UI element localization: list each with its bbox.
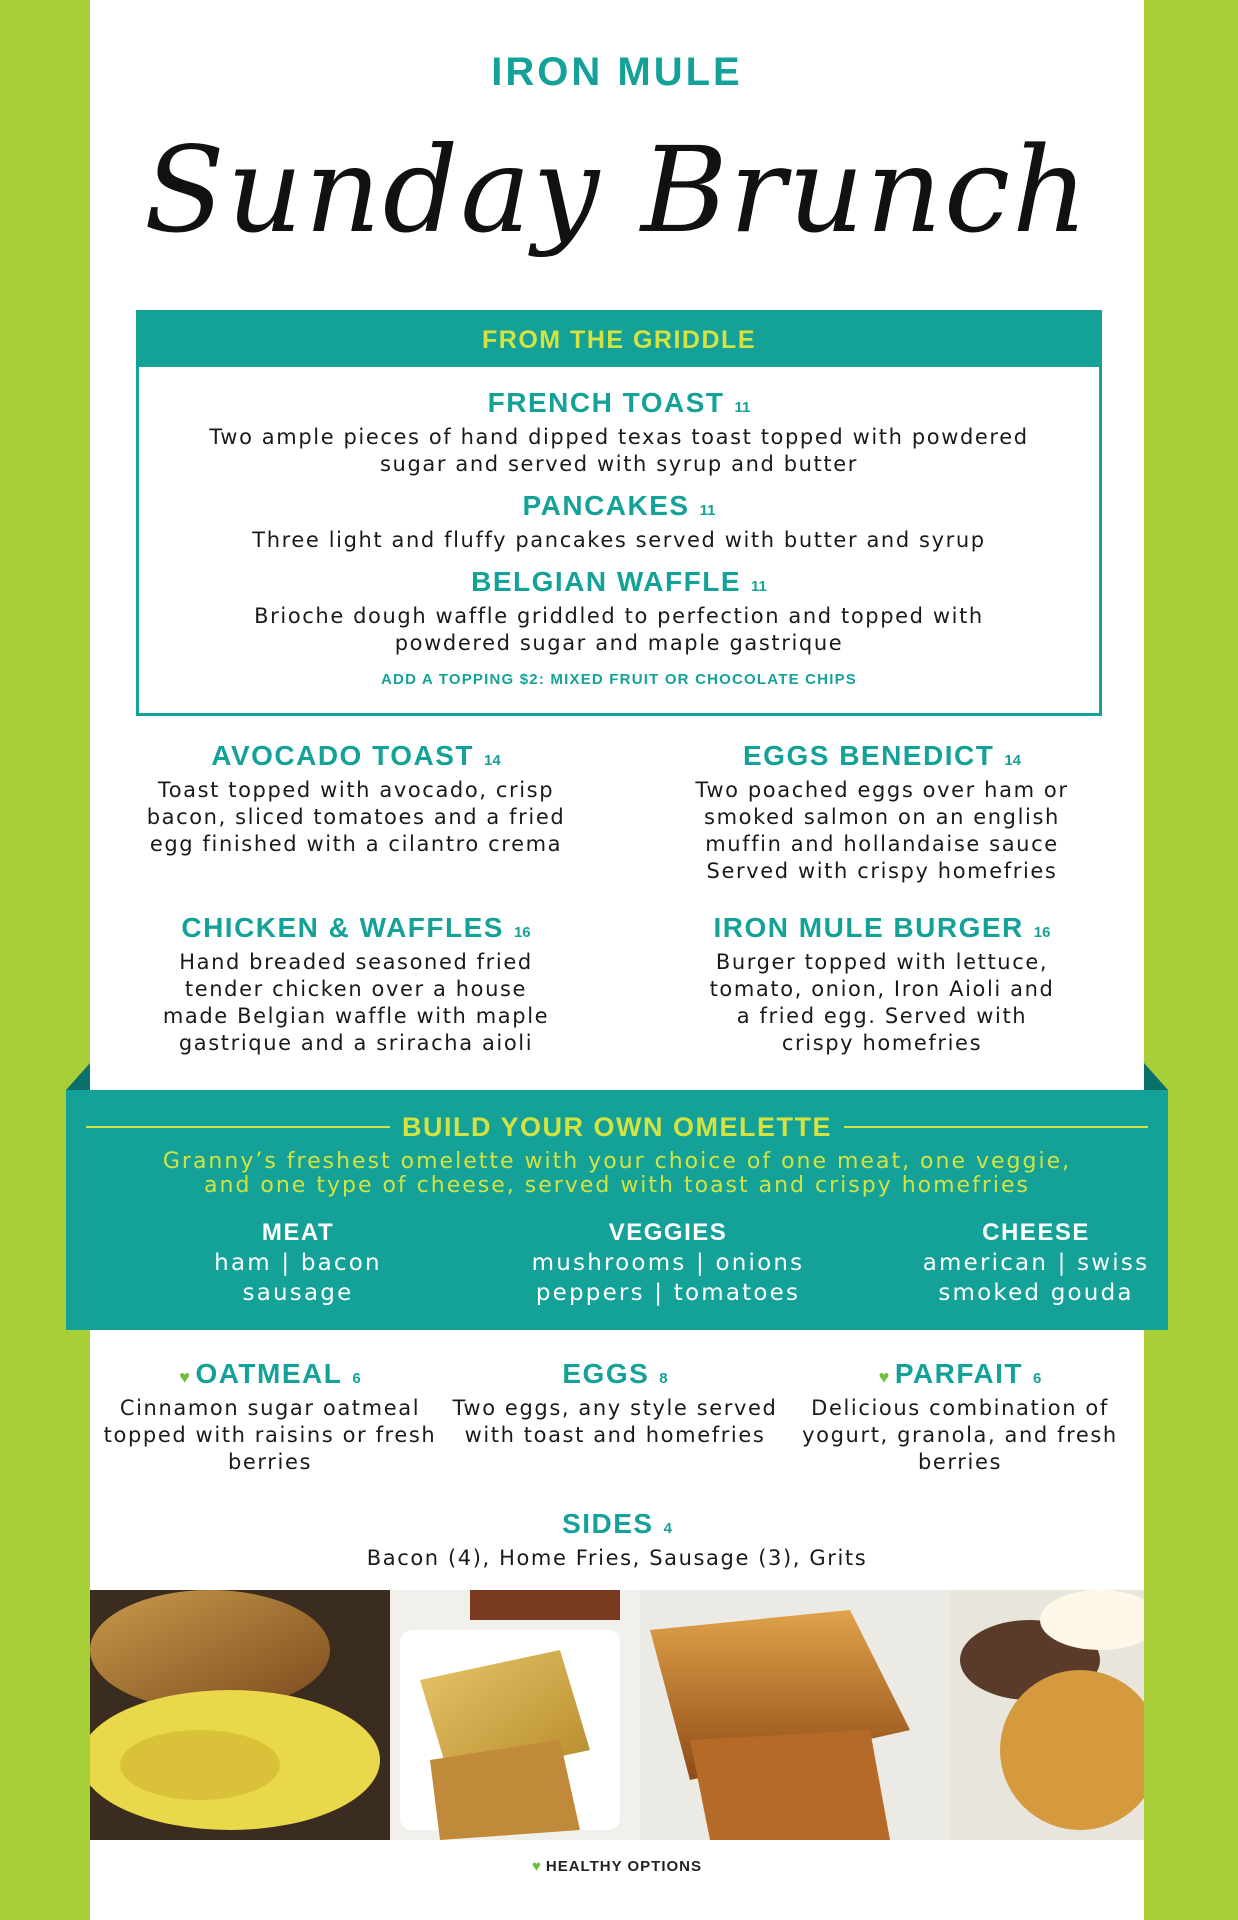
omelette-subtitle <box>66 1150 1168 1198</box>
omelette-meat <box>128 1218 468 1308</box>
item-price: 14 <box>1004 752 1021 769</box>
item-description: Two poached eggs over ham or smoked salmon on an english muffin and hollandaise sauce Served with crispy homefries <box>695 778 1069 883</box>
menu-item-french-toast <box>139 387 1099 478</box>
band-fold-left <box>66 1063 90 1090</box>
item-name: AVOCADO TOAST <box>211 740 474 771</box>
topping-options: MIXED FRUIT OR CHOCOLATE CHIPS <box>550 671 857 688</box>
omelette-section <box>66 1090 1168 1330</box>
column-line: american | swiss <box>922 1250 1150 1276</box>
item-price: 11 <box>699 502 716 519</box>
item-description: Two eggs, any style served with toast and homefries <box>452 1396 778 1447</box>
topping-note <box>139 671 1099 688</box>
item-description: Two ample pieces of hand dipped texas toast topped with powdered sugar and served with syrup and butter <box>209 425 1029 476</box>
menu-item-belgian-waffle <box>139 566 1099 657</box>
item-name: PARFAIT <box>894 1358 1024 1389</box>
menu-item-eggs <box>445 1358 785 1449</box>
item-description: Brioche dough waffle griddled to perfection and topped with powdered sugar and maple gastrique <box>254 604 984 655</box>
legend-label: HEALTHY OPTIONS <box>545 1858 703 1875</box>
omelette-cheese <box>866 1218 1206 1308</box>
item-description: Burger topped with lettuce, tomato, onion, Iron Aioli and a fried egg. Served with crispy homefries <box>709 950 1055 1055</box>
column-line: smoked gouda <box>938 1280 1134 1306</box>
menu-item-avocado-toast <box>136 740 576 858</box>
menu-item-sides <box>90 1508 1144 1572</box>
omelette-heading: BUILD YOUR OWN OMELETTE <box>402 1111 832 1142</box>
column-line: ham | bacon <box>214 1250 382 1276</box>
griddle-heading: FROM THE GRIDDLE <box>139 313 1099 367</box>
item-name: FRENCH TOAST <box>487 387 725 418</box>
item-price: 16 <box>1033 924 1051 941</box>
item-price: 6 <box>1033 1370 1042 1387</box>
item-name: CHICKEN & WAFFLES <box>181 912 504 943</box>
food-photo <box>90 1590 1144 1840</box>
item-price: 16 <box>513 924 531 941</box>
item-name: BELGIAN WAFFLE <box>471 566 741 597</box>
item-name: EGGS <box>562 1358 650 1389</box>
omelette-subtitle-line: and one type of cheese, served with toast and crispy homefries <box>204 1173 1030 1198</box>
menu-item-chicken-waffles <box>136 912 576 1057</box>
item-description: Bacon (4), Home Fries, Sausage (3), Grits <box>366 1546 868 1570</box>
griddle-section <box>136 310 1102 716</box>
healthy-options-legend <box>90 1858 1144 1875</box>
item-name: SIDES <box>562 1508 654 1539</box>
item-description: Cinnamon sugar oatmeal topped with raisins or fresh berries <box>103 1396 437 1474</box>
item-price: 6 <box>352 1370 361 1387</box>
column-title: CHEESE <box>982 1219 1090 1246</box>
omelette-veggies <box>498 1218 838 1308</box>
item-price: 4 <box>663 1520 672 1537</box>
item-name: EGGS BENEDICT <box>743 740 995 771</box>
item-name: PANCAKES <box>522 490 690 521</box>
heart-icon: ♥ <box>878 1367 891 1387</box>
menu-item-pancakes <box>139 490 1099 554</box>
item-price: 11 <box>751 578 767 595</box>
menu-item-parfait <box>790 1358 1130 1476</box>
item-description: Three light and fluffy pancakes served with butter and syrup <box>252 528 986 552</box>
food-photo-illustration <box>90 1590 1144 1840</box>
divider-line <box>844 1126 1148 1128</box>
column-line: mushrooms | onions <box>531 1250 805 1276</box>
item-name: OATMEAL <box>195 1358 343 1389</box>
item-description: Hand breaded seasoned fried tender chicken over a house made Belgian waffle with maple gastrique and a sriracha aioli <box>162 950 550 1055</box>
omelette-subtitle-line: Granny’s freshest omelette with your choice of one meat, one veggie, <box>162 1149 1072 1174</box>
divider-line <box>86 1126 390 1128</box>
item-name: IRON MULE BURGER <box>713 912 1024 943</box>
heart-icon: ♥ <box>531 1858 542 1875</box>
menu-item-iron-mule-burger <box>662 912 1102 1057</box>
band-fold-right <box>1144 1063 1168 1090</box>
column-line: peppers | tomatoes <box>535 1280 801 1306</box>
item-price: 8 <box>659 1370 668 1387</box>
heart-icon: ♥ <box>179 1367 192 1387</box>
brand-name: IRON MULE <box>491 50 743 94</box>
item-price: 11 <box>734 399 751 416</box>
item-price: 14 <box>484 752 501 769</box>
column-title: MEAT <box>261 1219 335 1246</box>
item-description: Toast topped with avocado, crisp bacon, sliced tomatoes and a fried egg finished with a cilantro crema <box>146 778 566 856</box>
menu-page <box>90 0 1150 1920</box>
item-description: Delicious combination of yogurt, granola, and fresh berries <box>802 1396 1118 1474</box>
topping-label: ADD A TOPPING $2: <box>381 671 546 688</box>
omelette-heading-row <box>86 1112 1148 1142</box>
menu-item-oatmeal <box>100 1358 440 1476</box>
column-title: VEGGIES <box>608 1219 728 1246</box>
menu-title: Sunday Brunch <box>143 121 1091 259</box>
menu-item-eggs-benedict <box>662 740 1102 885</box>
column-line: sausage <box>242 1280 354 1306</box>
